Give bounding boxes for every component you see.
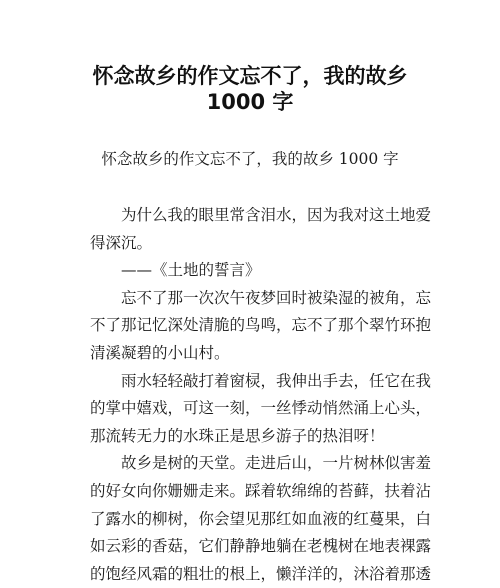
document-subtitle: 怀念故乡的作文忘不了，我的故乡 1000 字 — [101, 150, 399, 168]
document-title-line-1: 怀念故乡的作文忘不了，我的故乡 — [92, 64, 408, 88]
body-line: 的掌中嬉戏，可这一刻，一丝悸动悄然涌上心头， — [90, 399, 432, 418]
document-title-line-2: 1000 字 — [206, 90, 294, 114]
body-line: ——《土地的誓言》 — [121, 261, 261, 280]
body-line: 清溪凝碧的小山村。 — [90, 343, 230, 362]
body-line: 如云彩的香菇，它们静静地躺在老槐树在地表裸露 — [90, 537, 432, 556]
body-line: 得深沉。 — [90, 233, 153, 252]
body-line: 那流转无力的水珠正是思乡游子的热泪呀！ — [90, 426, 385, 445]
body-line: 故乡是树的天堂。走进后山，一片树林似害羞 — [121, 454, 432, 473]
body-line: 忘不了那一次次午夜梦回时被染湿的被角，忘 — [121, 288, 432, 307]
body-line: 雨水轻轻敲打着窗棂，我伸出手去，任它在我 — [121, 371, 432, 390]
body-line: 的饱经风霜的粗壮的根上，懒洋洋的，沐浴着那透 — [90, 564, 432, 583]
body-line: 的好女向你姗姗走来。踩着软绵绵的苔藓，扶着沾 — [90, 481, 432, 500]
body-line: 不了那记忆深处清脆的鸟鸣，忘不了那个翠竹环抱 — [90, 316, 432, 335]
document-body — [90, 202, 432, 588]
body-line: 了露水的柳树，你会望见那红如血液的红蔓果，白 — [90, 509, 432, 528]
body-line: 为什么我的眼里常含泪水，因为我对这土地爱 — [121, 206, 432, 224]
